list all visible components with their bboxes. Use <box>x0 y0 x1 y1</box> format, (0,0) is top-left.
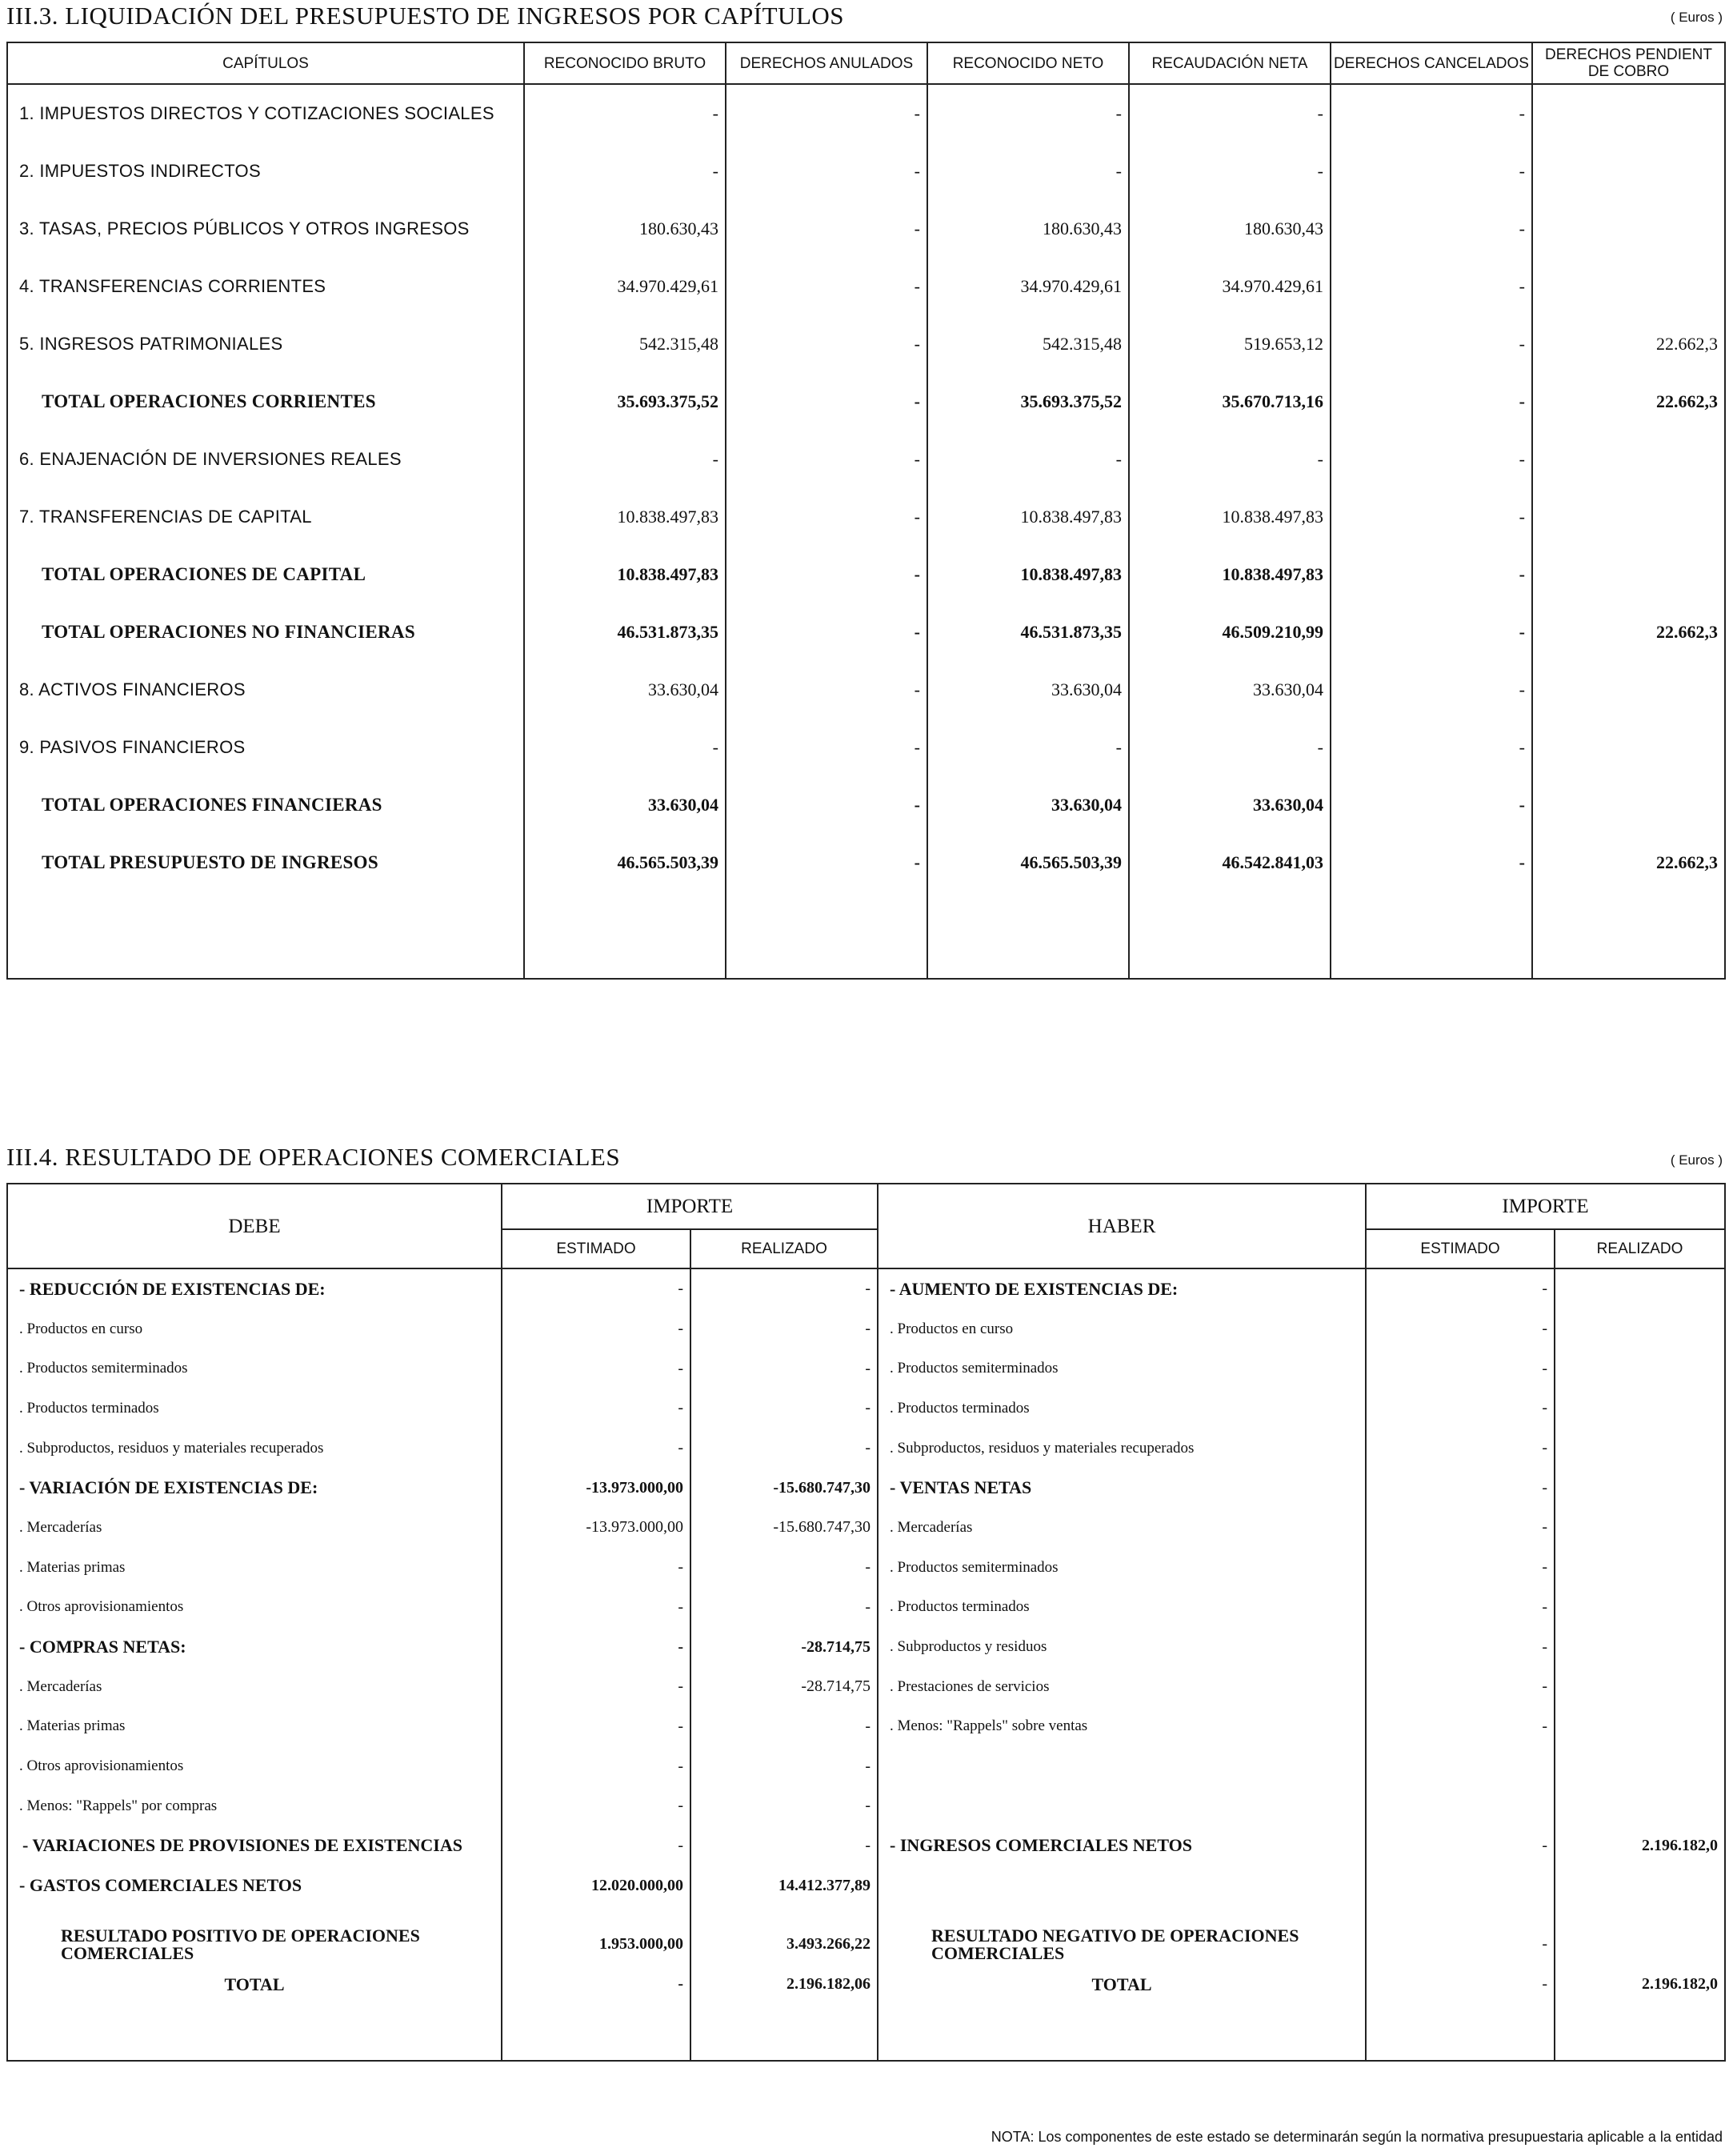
debe-realizado: - <box>690 1746 878 1786</box>
empty-cell <box>690 2004 878 2061</box>
table-row <box>7 1468 1725 1508</box>
header-realizado-debe: REALIZADO <box>690 1229 878 1268</box>
haber-label: . Subproductos, residuos y materiales recuperados <box>878 1429 1366 1469</box>
table-row <box>7 1786 1725 1826</box>
empty-cell <box>7 2004 502 2061</box>
row-value: 180.630,43 <box>1129 200 1331 258</box>
debe-realizado: -15.680.747,30 <box>690 1468 878 1508</box>
total-row <box>7 373 1725 431</box>
debe-realizado: - <box>690 1349 878 1389</box>
row-value: 46.531.873,35 <box>524 603 726 661</box>
haber-estimado: - <box>1366 1508 1555 1548</box>
haber-estimado: - <box>1366 1309 1555 1349</box>
debe-label: . Materias primas <box>7 1548 502 1588</box>
row-value: 10.838.497,83 <box>1129 488 1331 546</box>
haber-realizado <box>1555 1468 1725 1508</box>
row-value: 10.838.497,83 <box>1129 546 1331 603</box>
row-label: TOTAL OPERACIONES DE CAPITAL <box>7 546 524 603</box>
row-value: - <box>1331 258 1532 315</box>
haber-label: - AUMENTO DE EXISTENCIAS DE: <box>878 1268 1366 1309</box>
header-realizado-haber: REALIZADO <box>1555 1229 1725 1268</box>
table-row <box>7 1349 1725 1389</box>
debe-estimado: - <box>502 1429 690 1469</box>
row-value <box>1532 142 1725 200</box>
row-value: - <box>524 431 726 488</box>
empty-cell <box>1366 2004 1555 2061</box>
row-value: 34.970.429,61 <box>1129 258 1331 315</box>
table-row <box>7 1429 1725 1469</box>
haber-label: - INGRESOS COMERCIALES NETOS <box>878 1826 1366 1866</box>
haber-label: . Productos terminados <box>878 1588 1366 1628</box>
table-row <box>7 1508 1725 1548</box>
debe-label: - REDUCCIÓN DE EXISTENCIAS DE: <box>7 1268 502 1309</box>
debe-label: . Mercaderías <box>7 1508 502 1548</box>
debe-realizado: - <box>690 1588 878 1628</box>
table-row <box>7 200 1725 258</box>
haber-label: . Productos semiterminados <box>878 1548 1366 1588</box>
header-derechos-anulados: DERECHOS ANULADOS <box>726 42 927 84</box>
row-value: - <box>1129 142 1331 200</box>
row-value: - <box>726 661 927 719</box>
row-value: 35.693.375,52 <box>524 373 726 431</box>
haber-estimado: - <box>1366 1826 1555 1866</box>
haber-label: . Subproductos y residuos <box>878 1627 1366 1667</box>
row-value: 34.970.429,61 <box>524 258 726 315</box>
row-value: 34.970.429,61 <box>927 258 1129 315</box>
row-value: 46.542.841,03 <box>1129 834 1331 892</box>
row-value: - <box>1331 431 1532 488</box>
haber-estimado: - <box>1366 1707 1555 1747</box>
haber-realizado <box>1555 1349 1725 1389</box>
row-value <box>1532 258 1725 315</box>
ingresos-table <box>6 42 1726 980</box>
row-value: - <box>726 373 927 431</box>
header-debe: DEBE <box>7 1184 502 1268</box>
table-row <box>7 1746 1725 1786</box>
row-value: - <box>927 719 1129 776</box>
section1-units: ( Euros ) <box>1670 10 1723 25</box>
debe-estimado: 12.020.000,00 <box>502 1865 690 1906</box>
empty-cell <box>1532 892 1725 979</box>
haber-label: . Productos terminados <box>878 1389 1366 1429</box>
row-value: - <box>1331 546 1532 603</box>
table-row <box>7 1707 1725 1747</box>
row-value: - <box>524 142 726 200</box>
row-value: - <box>1331 719 1532 776</box>
haber-realizado <box>1555 1746 1725 1786</box>
haber-realizado <box>1555 1389 1725 1429</box>
header-capitulos: CAPÍTULOS <box>7 42 524 84</box>
row-value: 22.662,3 <box>1532 373 1725 431</box>
row-value: - <box>726 488 927 546</box>
row-value: - <box>726 776 927 834</box>
debe-realizado: - <box>690 1268 878 1309</box>
empty-cell <box>878 2004 1366 2061</box>
haber-realizado <box>1555 1588 1725 1628</box>
row-value: - <box>726 84 927 142</box>
row-value: - <box>524 719 726 776</box>
haber-estimado: - <box>1366 1627 1555 1667</box>
debe-estimado: - <box>502 1746 690 1786</box>
row-label: 5. INGRESOS PATRIMONIALES <box>7 315 524 373</box>
row-value: - <box>1331 373 1532 431</box>
empty-cell <box>927 892 1129 979</box>
haber-estimado: - <box>1366 1429 1555 1469</box>
result-negative-estimado: - <box>1366 1925 1555 1965</box>
row-value: 33.630,04 <box>927 661 1129 719</box>
haber-realizado: 2.196.182,0 <box>1555 1826 1725 1866</box>
table-row <box>7 1389 1725 1429</box>
haber-realizado <box>1555 1548 1725 1588</box>
empty-cell <box>1555 2004 1725 2061</box>
total-debe-estimado: - <box>502 1965 690 2005</box>
haber-realizado <box>1555 1508 1725 1548</box>
haber-realizado <box>1555 1309 1725 1349</box>
header-estimado-haber: ESTIMADO <box>1366 1229 1555 1268</box>
row-value: 180.630,43 <box>524 200 726 258</box>
row-value: - <box>927 431 1129 488</box>
row-value: - <box>726 315 927 373</box>
comerciales-table <box>6 1183 1726 2062</box>
empty-cell <box>690 1906 878 1925</box>
row-value: 10.838.497,83 <box>927 488 1129 546</box>
table-row <box>7 1548 1725 1588</box>
row-value: - <box>1331 200 1532 258</box>
haber-realizado <box>1555 1707 1725 1747</box>
table-row <box>7 1667 1725 1707</box>
result-negative-label: RESULTADO NEGATIVO DE OPERACIONES COMERCIALES <box>878 1925 1366 1965</box>
debe-realizado: 14.412.377,89 <box>690 1865 878 1906</box>
debe-label: . Productos terminados <box>7 1389 502 1429</box>
row-value: 10.838.497,83 <box>927 546 1129 603</box>
debe-label: - COMPRAS NETAS: <box>7 1627 502 1667</box>
empty-cell <box>1331 892 1532 979</box>
row-value: - <box>1331 776 1532 834</box>
header-recaudacion-neta: RECAUDACIÓN NETA <box>1129 42 1331 84</box>
row-value: 33.630,04 <box>524 776 726 834</box>
table-row <box>7 1309 1725 1349</box>
row-label: 4. TRANSFERENCIAS CORRIENTES <box>7 258 524 315</box>
debe-estimado: - <box>502 1309 690 1349</box>
row-value: - <box>1331 84 1532 142</box>
debe-estimado: - <box>502 1349 690 1389</box>
haber-estimado: - <box>1366 1588 1555 1628</box>
header-derechos-cancelados: DERECHOS CANCELADOS <box>1331 42 1532 84</box>
debe-realizado: - <box>690 1826 878 1866</box>
table-row <box>7 431 1725 488</box>
row-value: - <box>1129 719 1331 776</box>
debe-estimado: - <box>502 1786 690 1826</box>
total-row <box>7 1965 1725 2005</box>
result-row <box>7 1925 1725 1965</box>
row-value: - <box>1331 603 1532 661</box>
empty-cell <box>502 2004 690 2061</box>
haber-realizado <box>1555 1268 1725 1309</box>
table-row <box>7 719 1725 776</box>
row-value <box>1532 431 1725 488</box>
section2-units: ( Euros ) <box>1670 1152 1723 1168</box>
row-value: 33.630,04 <box>1129 661 1331 719</box>
row-label: 9. PASIVOS FINANCIEROS <box>7 719 524 776</box>
header-importe-debe: IMPORTE <box>502 1184 878 1229</box>
debe-realizado: -15.680.747,30 <box>690 1508 878 1548</box>
haber-realizado <box>1555 1627 1725 1667</box>
total-debe-label: TOTAL <box>7 1965 502 2005</box>
table-row <box>7 1826 1725 1866</box>
debe-realizado: - <box>690 1429 878 1469</box>
result-positive-estimado: 1.953.000,00 <box>502 1925 690 1965</box>
debe-realizado: - <box>690 1548 878 1588</box>
table-spacer <box>7 892 1725 979</box>
section2-title: III.4. RESULTADO DE OPERACIONES COMERCIALES <box>6 1143 621 1171</box>
result-negative-realizado <box>1555 1925 1725 1965</box>
row-value <box>1532 488 1725 546</box>
debe-estimado: - <box>502 1389 690 1429</box>
table-row <box>7 142 1725 200</box>
haber-realizado <box>1555 1786 1725 1826</box>
haber-label <box>878 1746 1366 1786</box>
row-value: 10.838.497,83 <box>524 546 726 603</box>
table-row <box>7 1865 1725 1906</box>
debe-realizado: - <box>690 1309 878 1349</box>
row-value: - <box>726 834 927 892</box>
row-value: 33.630,04 <box>524 661 726 719</box>
empty-cell <box>7 1906 502 1925</box>
total-row <box>7 603 1725 661</box>
haber-label: . Productos semiterminados <box>878 1349 1366 1389</box>
debe-realizado: -28.714,75 <box>690 1667 878 1707</box>
row-value: 519.653,12 <box>1129 315 1331 373</box>
row-label: TOTAL PRESUPUESTO DE INGRESOS <box>7 834 524 892</box>
row-value: 46.531.873,35 <box>927 603 1129 661</box>
row-value: - <box>1331 315 1532 373</box>
table-row <box>7 315 1725 373</box>
debe-estimado: - <box>502 1707 690 1747</box>
row-value <box>1532 776 1725 834</box>
debe-realizado: - <box>690 1786 878 1826</box>
header-derechos-pendientes: DERECHOS PENDIENT DE COBRO <box>1532 42 1725 84</box>
row-value: - <box>726 142 927 200</box>
debe-estimado: - <box>502 1268 690 1309</box>
debe-estimado: - <box>502 1588 690 1628</box>
debe-label: . Mercaderías <box>7 1667 502 1707</box>
debe-label: . Materias primas <box>7 1707 502 1747</box>
result-positive-realizado: 3.493.266,22 <box>690 1925 878 1965</box>
haber-estimado: - <box>1366 1548 1555 1588</box>
haber-estimado <box>1366 1865 1555 1906</box>
debe-estimado: - <box>502 1826 690 1866</box>
row-value: - <box>726 719 927 776</box>
row-value: - <box>726 200 927 258</box>
debe-label: . Subproductos, residuos y materiales recuperados <box>7 1429 502 1469</box>
debe-label: . Productos semiterminados <box>7 1349 502 1389</box>
row-label: 3. TASAS, PRECIOS PÚBLICOS Y OTROS INGRESOS <box>7 200 524 258</box>
row-label: 8. ACTIVOS FINANCIEROS <box>7 661 524 719</box>
debe-estimado: -13.973.000,00 <box>502 1508 690 1548</box>
row-value <box>1532 719 1725 776</box>
row-value: - <box>1331 834 1532 892</box>
table-row <box>7 1268 1725 1309</box>
empty-cell <box>502 1906 690 1925</box>
total-haber-estimado: - <box>1366 1965 1555 2005</box>
empty-cell <box>1366 1906 1555 1925</box>
total-row <box>7 776 1725 834</box>
row-value: 46.565.503,39 <box>524 834 726 892</box>
haber-estimado <box>1366 1746 1555 1786</box>
header-reconocido-neto: RECONOCIDO NETO <box>927 42 1129 84</box>
row-value: 10.838.497,83 <box>524 488 726 546</box>
row-label: TOTAL OPERACIONES CORRIENTES <box>7 373 524 431</box>
debe-estimado: - <box>502 1627 690 1667</box>
haber-estimado: - <box>1366 1389 1555 1429</box>
row-value: - <box>927 142 1129 200</box>
row-label: 2. IMPUESTOS INDIRECTOS <box>7 142 524 200</box>
haber-estimado: - <box>1366 1349 1555 1389</box>
empty-cell <box>1555 1906 1725 1925</box>
haber-realizado <box>1555 1865 1725 1906</box>
debe-label: . Menos: "Rappels" por compras <box>7 1786 502 1826</box>
row-value <box>1532 200 1725 258</box>
empty-cell <box>1129 892 1331 979</box>
total-row <box>7 834 1725 892</box>
haber-realizado <box>1555 1429 1725 1469</box>
haber-label: . Productos en curso <box>878 1309 1366 1349</box>
row-value: - <box>927 84 1129 142</box>
row-value: - <box>1129 431 1331 488</box>
row-value: 35.693.375,52 <box>927 373 1129 431</box>
row-value: 33.630,04 <box>1129 776 1331 834</box>
empty-cell <box>7 892 524 979</box>
result-positive-label: RESULTADO POSITIVO DE OPERACIONES COMERCIALES <box>7 1925 502 1965</box>
haber-estimado: - <box>1366 1667 1555 1707</box>
header-haber: HABER <box>878 1184 1366 1268</box>
footnote: NOTA: Los componentes de este estado se determinarán según la normativa presupuestaria aplicable a la entidad <box>991 2129 1723 2145</box>
table-row <box>7 661 1725 719</box>
row-label: TOTAL OPERACIONES FINANCIERAS <box>7 776 524 834</box>
debe-realizado: - <box>690 1707 878 1747</box>
row-label: 6. ENAJENACIÓN DE INVERSIONES REALES <box>7 431 524 488</box>
total-haber-label: TOTAL <box>878 1965 1366 2005</box>
row-value: 542.315,48 <box>524 315 726 373</box>
row-value: 180.630,43 <box>927 200 1129 258</box>
debe-realizado: - <box>690 1389 878 1429</box>
haber-label <box>878 1786 1366 1826</box>
debe-label: - VARIACIONES DE PROVISIONES DE EXISTENCIAS <box>7 1826 502 1866</box>
row-value: - <box>1331 661 1532 719</box>
row-value: 46.565.503,39 <box>927 834 1129 892</box>
table-row <box>7 488 1725 546</box>
total-debe-realizado: 2.196.182,06 <box>690 1965 878 2005</box>
total-haber-realizado: 2.196.182,0 <box>1555 1965 1725 2005</box>
row-value: - <box>726 258 927 315</box>
debe-label: - GASTOS COMERCIALES NETOS <box>7 1865 502 1906</box>
row-value: - <box>1129 84 1331 142</box>
row-value: 542.315,48 <box>927 315 1129 373</box>
haber-estimado: - <box>1366 1468 1555 1508</box>
table-row <box>7 1627 1725 1667</box>
row-label: 7. TRANSFERENCIAS DE CAPITAL <box>7 488 524 546</box>
row-value <box>1532 84 1725 142</box>
debe-label: . Productos en curso <box>7 1309 502 1349</box>
haber-label: . Menos: "Rappels" sobre ventas <box>878 1707 1366 1747</box>
row-value: - <box>524 84 726 142</box>
row-value: 22.662,3 <box>1532 603 1725 661</box>
debe-estimado: - <box>502 1667 690 1707</box>
row-label: TOTAL OPERACIONES NO FINANCIERAS <box>7 603 524 661</box>
debe-realizado: -28.714,75 <box>690 1627 878 1667</box>
header-importe-haber: IMPORTE <box>1366 1184 1725 1229</box>
header-estimado-debe: ESTIMADO <box>502 1229 690 1268</box>
table-row <box>7 1588 1725 1628</box>
row-label: 1. IMPUESTOS DIRECTOS Y COTIZACIONES SOCIALES <box>7 84 524 142</box>
row-value: - <box>1331 488 1532 546</box>
haber-label <box>878 1865 1366 1906</box>
row-value: 46.509.210,99 <box>1129 603 1331 661</box>
haber-estimado: - <box>1366 1268 1555 1309</box>
header-reconocido-bruto: RECONOCIDO BRUTO <box>524 42 726 84</box>
row-value: 33.630,04 <box>927 776 1129 834</box>
table-spacer <box>7 2004 1725 2061</box>
debe-label: . Otros aprovisionamientos <box>7 1588 502 1628</box>
empty-cell <box>878 1906 1366 1925</box>
debe-label: . Otros aprovisionamientos <box>7 1746 502 1786</box>
row-value: 22.662,3 <box>1532 834 1725 892</box>
row-value: - <box>726 603 927 661</box>
row-value <box>1532 661 1725 719</box>
row-value: 35.670.713,16 <box>1129 373 1331 431</box>
haber-realizado <box>1555 1667 1725 1707</box>
empty-cell <box>524 892 726 979</box>
table-row <box>7 84 1725 142</box>
haber-label: - VENTAS NETAS <box>878 1468 1366 1508</box>
row-value: - <box>726 431 927 488</box>
table-row <box>7 258 1725 315</box>
debe-estimado: -13.973.000,00 <box>502 1468 690 1508</box>
total-row <box>7 546 1725 603</box>
haber-estimado <box>1366 1786 1555 1826</box>
row-value: - <box>1331 142 1532 200</box>
spacer-row <box>7 1906 1725 1925</box>
haber-label: . Mercaderías <box>878 1508 1366 1548</box>
row-value: - <box>726 546 927 603</box>
empty-cell <box>726 892 927 979</box>
haber-label: . Prestaciones de servicios <box>878 1667 1366 1707</box>
section1-title: III.3. LIQUIDACIÓN DEL PRESUPUESTO DE INGRESOS POR CAPÍTULOS <box>6 2 845 30</box>
row-value: 22.662,3 <box>1532 315 1725 373</box>
row-value <box>1532 546 1725 603</box>
debe-label: - VARIACIÓN DE EXISTENCIAS DE: <box>7 1468 502 1508</box>
debe-estimado: - <box>502 1548 690 1588</box>
